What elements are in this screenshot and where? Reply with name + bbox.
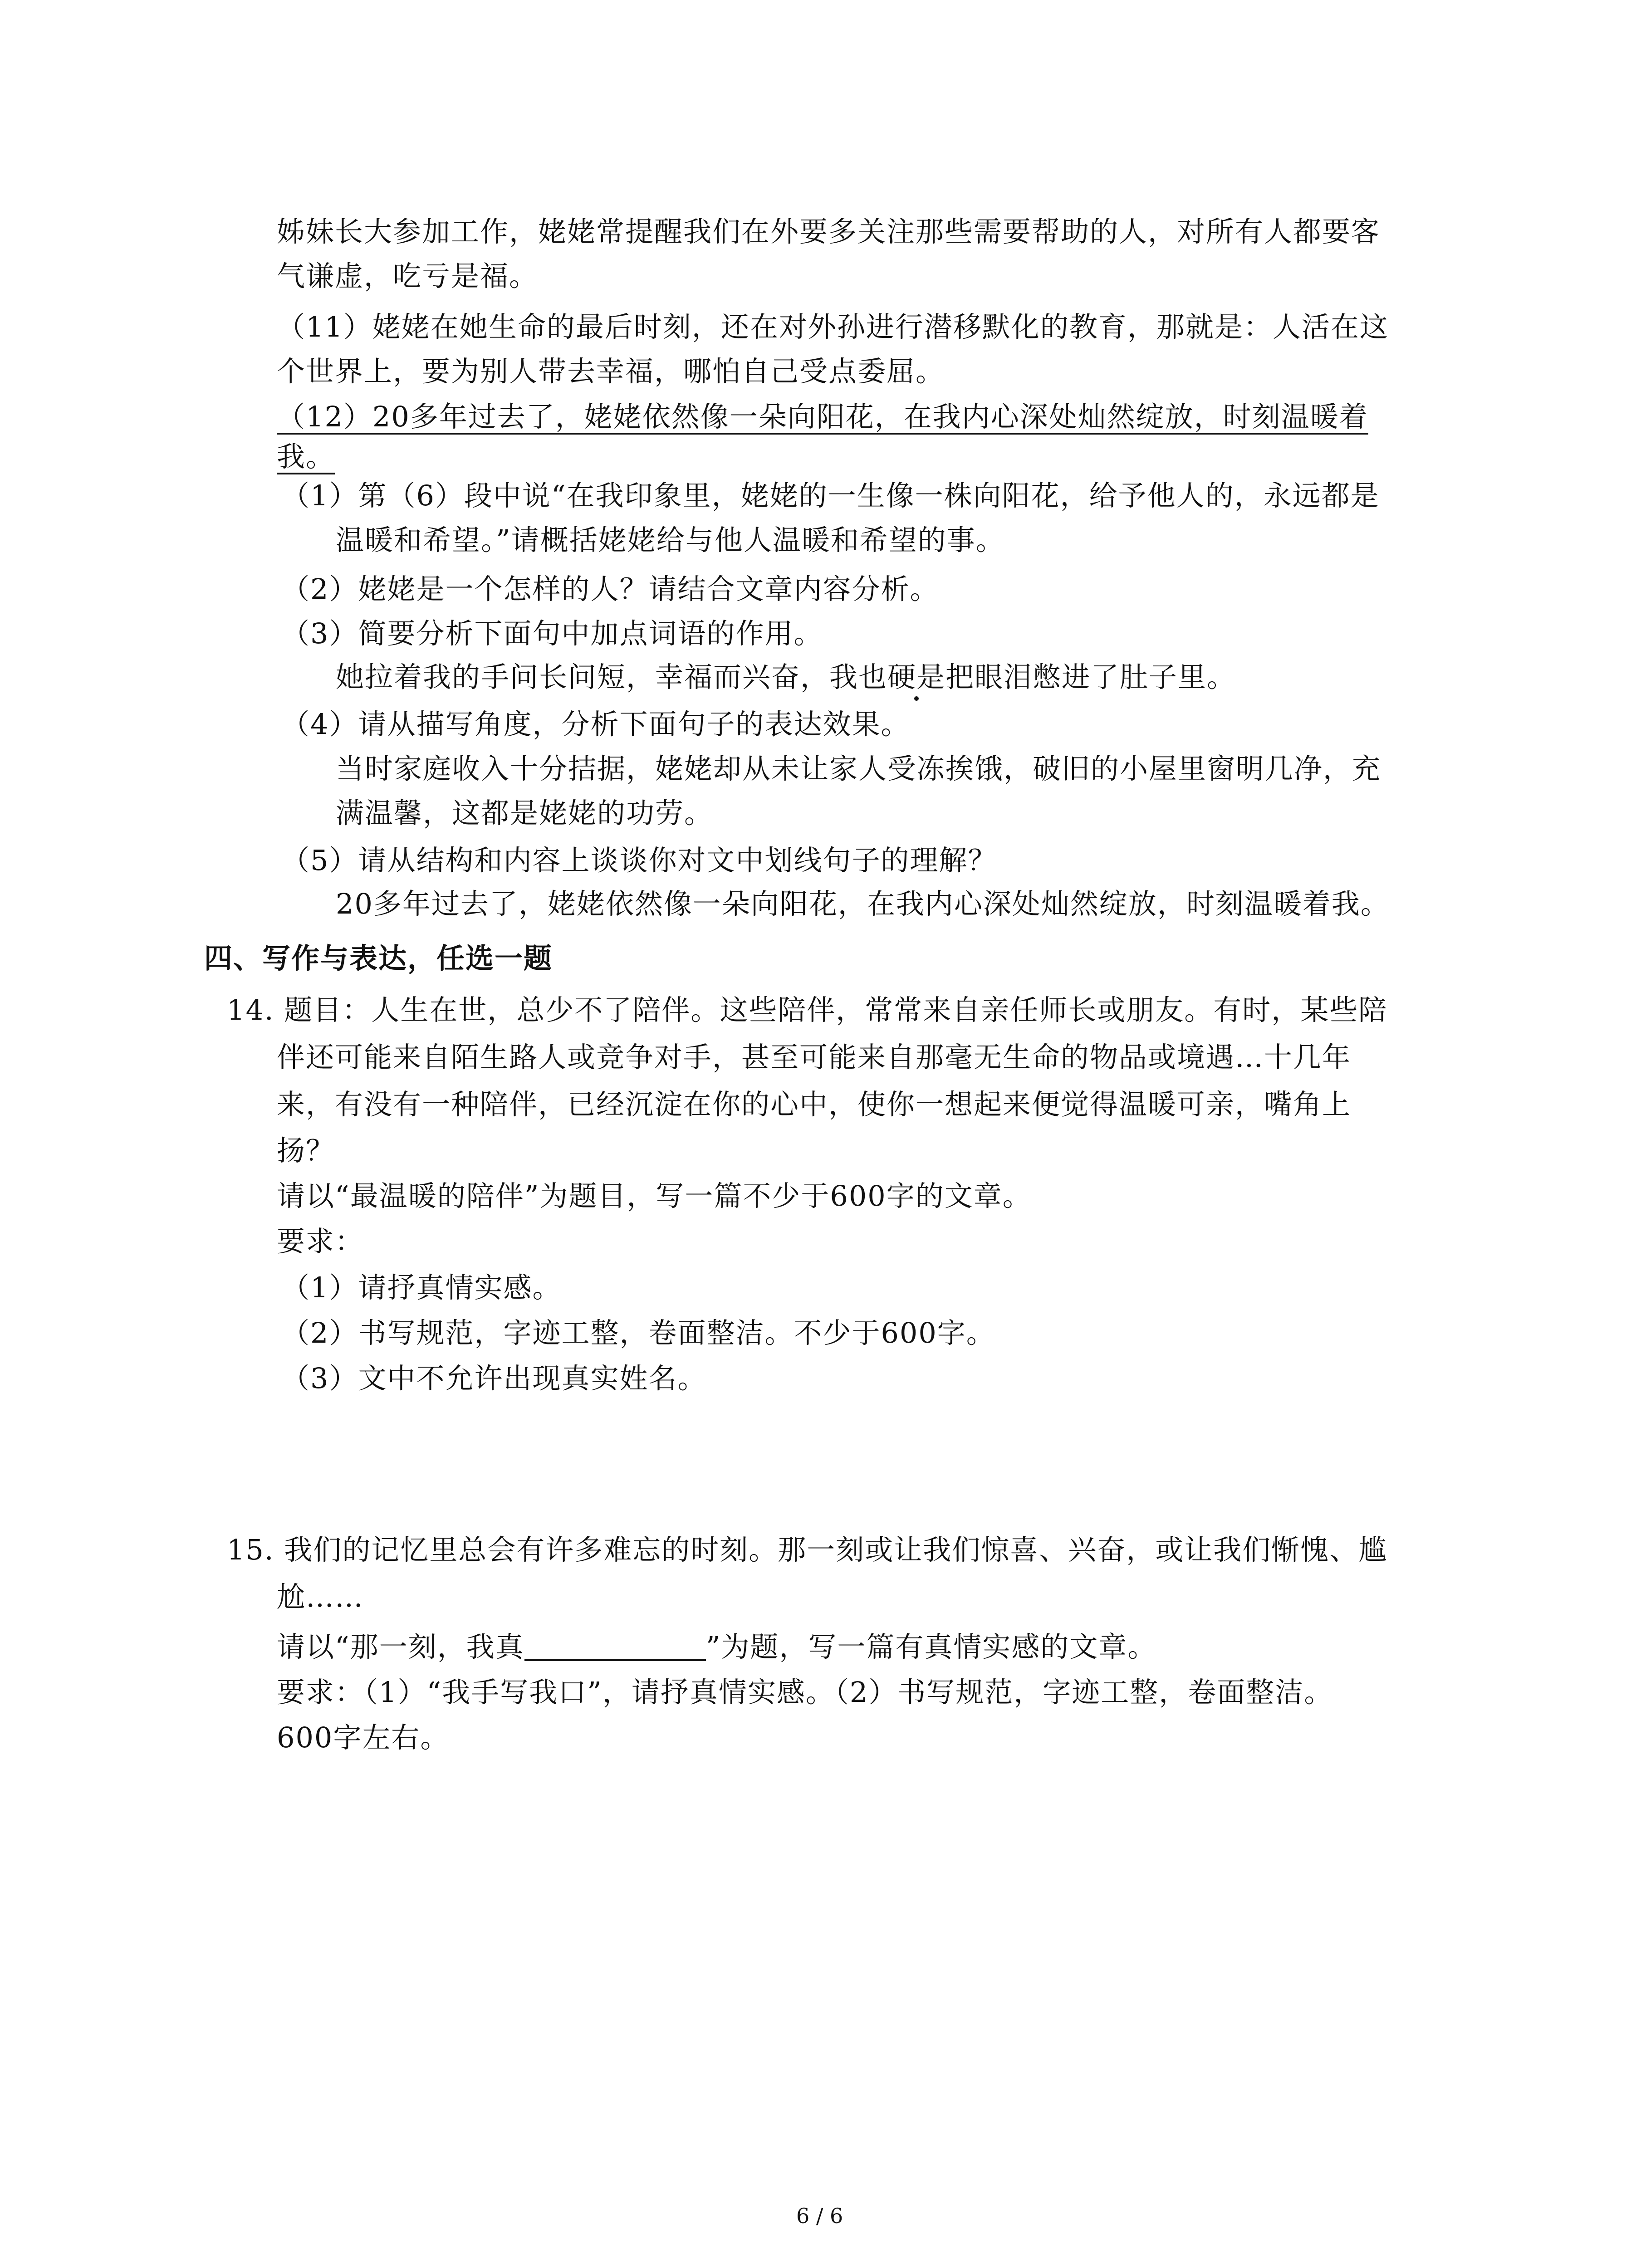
requirement-item: （2）书写规范，字迹工整，卷面整洁。不少于600字。	[281, 1316, 995, 1349]
passage-paragraph-11: （11）姥姥在她生命的最后时刻，还在对外孙进行潜移默化的教育，那就是：人活在这	[277, 310, 1389, 343]
section-heading: 四、写作与表达，任选一题	[204, 942, 553, 975]
question-14-cont: 扬？	[277, 1134, 335, 1167]
underlined-sentence: 我。	[277, 440, 335, 473]
question-14-cont: 伴还可能来自陌生路人或竞争对手，甚至可能来自那毫无生命的物品或境遇…十几年	[277, 1041, 1352, 1074]
question-4: （4）请从描写角度，分析下面句子的表达效果。	[281, 708, 910, 741]
underlined-sentence: （12）20多年过去了，姥姥依然像一朵向阳花，在我内心深处灿然绽放，时刻温暖着	[277, 400, 1368, 433]
question-3-sentence	[336, 660, 1236, 694]
question-15-requirements: 要求：（1）“我手写我口”，请抒真情实感。（2）书写规范，字迹工整，卷面整洁。	[277, 1676, 1333, 1709]
sentence-part: 把眼泪憋进了肚子里。	[945, 660, 1236, 694]
passage-line: 气谦虚，吃亏是福。	[277, 259, 539, 293]
passage-line: 姊妹长大参加工作，姥姥常提醒我们在外要多关注那些需要帮助的人，对所有人都要客	[277, 215, 1381, 248]
question-5: （5）请从结构和内容上谈谈你对文中划线句子的理解？	[281, 844, 997, 877]
question-15-cont: 尬……	[277, 1580, 364, 1613]
question-14: 14. 题目：人生在世，总少不了陪伴。这些陪伴，常常来自亲任师长或朋友。有时，某些陪	[227, 993, 1388, 1026]
question-15-requirements-cont: 600字左右。	[277, 1721, 450, 1754]
prompt-part: 请以“那一刻，我真	[277, 1630, 524, 1663]
page-number: 6 / 6	[796, 2204, 843, 2228]
question-15-prompt	[277, 1630, 1157, 1663]
question-14-prompt: 请以“最温暖的陪伴”为题目，写一篇不少于600字的文章。	[277, 1179, 1032, 1212]
sentence-part: 她拉着我的手问长问短，幸福而兴奋，我也	[336, 660, 888, 694]
question-1-cont: 温暖和希望。”请概括姥姥给与他人温暖和希望的事。	[336, 523, 1005, 557]
requirements-label: 要求：	[277, 1225, 364, 1258]
question-2: （2）姥姥是一个怎样的人？请结合文章内容分析。	[281, 572, 939, 606]
question-4-sentence: 满温馨，这都是姥姥的功劳。	[336, 797, 714, 830]
fill-in-blank	[524, 1634, 706, 1661]
question-4-sentence: 当时家庭收入十分拮据，姥姥却从未让家人受冻挨饿，破旧的小屋里窗明几净，充	[336, 752, 1381, 785]
question-5-sentence: 20多年过去了，姥姥依然像一朵向阳花，在我内心深处灿然绽放，时刻温暖着我。	[336, 887, 1390, 920]
prompt-part: ”为题，写一篇有真情实感的文章。	[705, 1630, 1157, 1663]
requirement-item: （1）请抒真情实感。	[281, 1271, 562, 1304]
requirement-item: （3）文中不允许出现真实姓名。	[281, 1362, 707, 1395]
passage-line: 个世界上，要为别人带去幸福，哪怕自己受点委屈。	[277, 355, 945, 388]
question-1: （1）第（6）段中说“在我印象里，姥姥的一生像一株向阳花，给予他人的，永远都是	[281, 479, 1380, 512]
question-15: 15. 我们的记忆里总会有许多难忘的时刻。那一刻或让我们惊喜、兴奋，或让我们惭愧、尴	[227, 1533, 1388, 1566]
question-14-cont: 来，有没有一种陪伴，已经沉淀在你的心中，使你一想起来便觉得温暖可亲，嘴角上	[277, 1088, 1352, 1121]
emphasized-words: 硬是	[887, 660, 946, 694]
question-3: （3）简要分析下面句中加点词语的作用。	[281, 617, 823, 650]
